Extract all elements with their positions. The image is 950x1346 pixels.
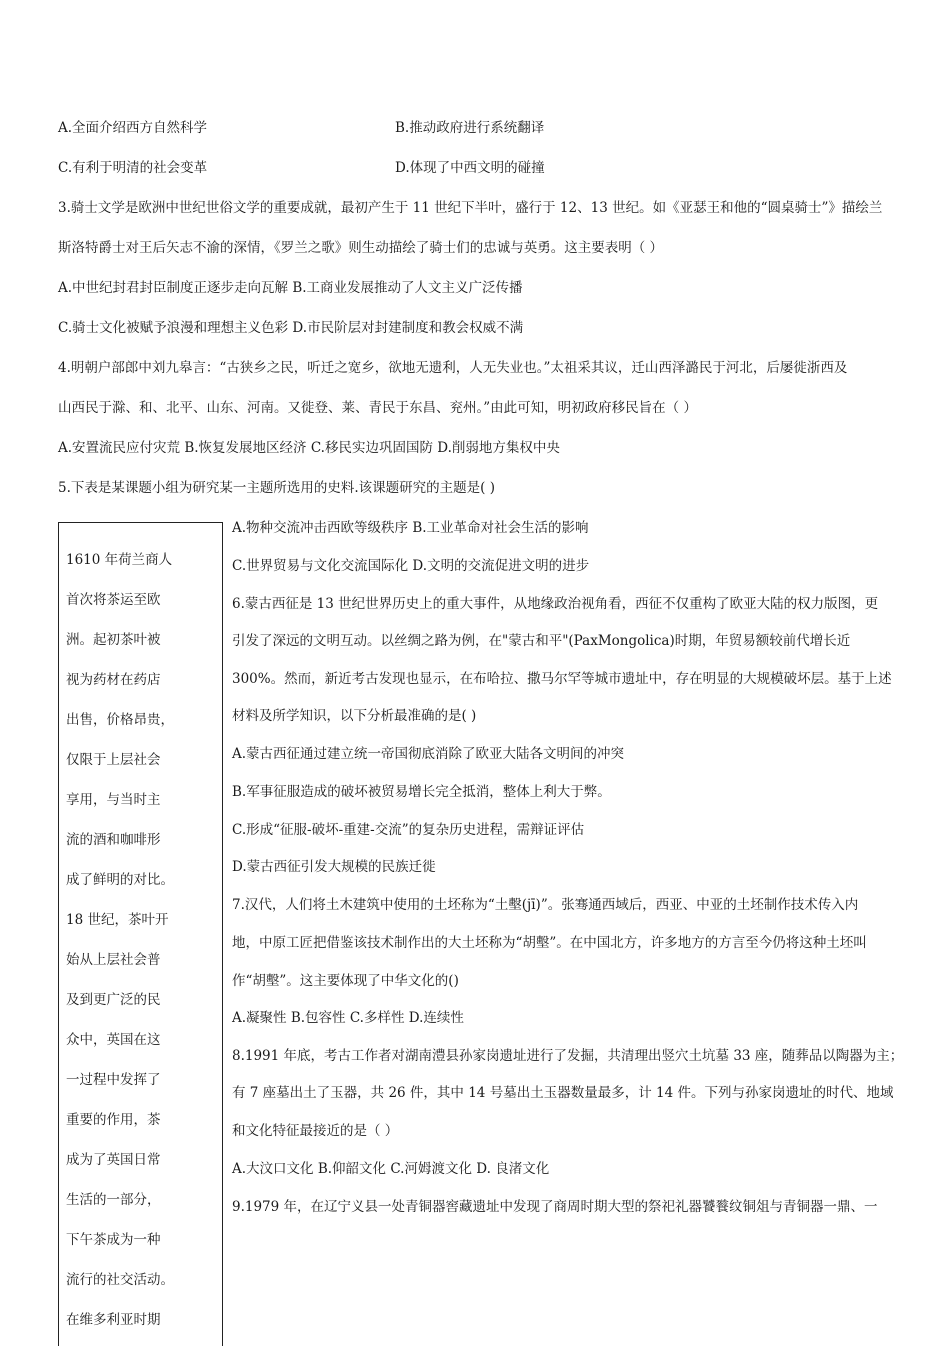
q4-options: A.安置流民应付灾荒 B.恢复发展地区经济 C.移民实边巩固国防 D.削弱地方集权中央: [58, 440, 560, 456]
q3-options-cd: C.骑士文化被赋予浪漫和理想主义色彩 D.市民阶层对封建制度和教会权威不满: [58, 320, 524, 336]
q6-stem-line-3: 300%。然而，新近考古发现也显示，在布哈拉、撒马尔罕等城市遗址中，存在明显的大规模破坏层。基于上述: [232, 671, 892, 687]
q5-options-cd: C.世界贸易与文化交流国际化 D.文明的交流促进文明的进步: [232, 558, 590, 574]
q3-stem-line-1: 3.骑士文学是欧洲中世纪世俗文学的重要成就，最初产生于 11 世纪下半叶，盛行于 12、13 世纪。如《亚瑟王和他的“圆桌骑士”》描绘兰: [58, 200, 883, 216]
q5-table-line: 流行的社交活动。: [66, 1272, 174, 1288]
q6-option-b: B.军事征服造成的破坏被贸易增长完全抵消，整体上利大于弊。: [232, 784, 611, 800]
q8-options: A.大汶口文化 B.仰韶文化 C.河姆渡文化 D. 良渚文化: [232, 1161, 550, 1177]
q8-stem-line-2: 有 7 座墓出土了玉器，共 26 件，其中 14 号墓出土玉器数量最多，计 14 件。下列与孙家岗遗址的时代、地域: [232, 1085, 894, 1101]
q5-table-line: 成为了英国日常: [66, 1152, 161, 1168]
q6-option-d: D.蒙古西征引发大规模的民族迁徙: [232, 859, 436, 875]
q5-table-line: 仅限于上层社会: [66, 752, 161, 768]
q5-options-ab: A.物种交流冲击西欧等级秩序 B.工业革命对社会生活的影响: [232, 520, 589, 536]
q5-table-line: 一过程中发挥了: [66, 1072, 161, 1088]
q2-option-a: A.全面介绍西方自然科学: [58, 120, 208, 136]
q6-stem-line-1: 6.蒙古西征是 13 世纪世界历史上的重大事件，从地缘政治视角看，西征不仅重构了欧亚大陆的权力版图，更: [232, 596, 879, 612]
q5-table-line: 生活的一部分，: [66, 1192, 161, 1208]
q6-stem-line-4: 材料及所学知识，以下分析最准确的是( ): [232, 708, 477, 724]
q2-option-b: B.推动政府进行系统翻译: [395, 120, 545, 136]
q5-table-line: 1610 年荷兰商人: [66, 552, 173, 568]
q3-options-ab: A.中世纪封君封臣制度正逐步走向瓦解 B.工商业发展推动了人文主义广泛传播: [58, 280, 523, 296]
q5-table-line: 18 世纪，茶叶开: [66, 912, 169, 928]
q5-table-line: 始从上层社会普: [66, 952, 161, 968]
q5-table-line: 成了鲜明的对比。: [66, 872, 174, 888]
q7-stem-line-3: 作“胡墼”。这主要体现了中华文化的(): [232, 973, 459, 989]
q5-table-line: 首次将茶运至欧: [66, 592, 161, 608]
q7-stem-line-1: 7.汉代，人们将土木建筑中使用的土坯称为“土墼(jī)”。张骞通西域后，西亚、中亚的土坯制作技术传入内: [232, 897, 859, 913]
q5-table-line: 在维多利亚时期: [66, 1312, 161, 1328]
q2-option-c: C.有利于明清的社会变革: [58, 160, 208, 176]
q4-stem-line-1: 4.明朝户部郎中刘九皋言：“古狭乡之民，听迁之宽乡，欲地无遗利，人无失业也。”太祖采其议，迁山西泽潞民于河北，后屡徙浙西及: [58, 360, 848, 376]
q3-stem-line-2: 斯洛特爵士对王后矢志不渝的深情，《罗兰之歌》则生动描绘了骑士们的忠诚与英勇。这主要表明（ ）: [58, 240, 664, 256]
q6-stem-line-2: 引发了深远的文明互动。以丝绸之路为例，在"蒙古和平"(PaxMongolica)时期，年贸易额较前代增长近: [232, 633, 851, 649]
q5-table-line: 下午茶成为一种: [66, 1232, 161, 1248]
q5-table-line: 洲。起初茶叶被: [66, 632, 161, 648]
q5-table-line: 及到更广泛的民: [66, 992, 161, 1008]
q5-stem: 5.下表是某课题小组为研究某一主题所选用的史料.该课题研究的主题是( ): [58, 480, 495, 496]
q6-option-c: C.形成“征服-破坏-重建-交流”的复杂历史进程，需辩证评估: [232, 822, 585, 838]
q5-table-line: 众中，英国在这: [66, 1032, 161, 1048]
q6-option-a: A.蒙古西征通过建立统一帝国彻底消除了欧亚大陆各文明间的冲突: [232, 746, 625, 762]
q7-options: A.凝聚性 B.包容性 C.多样性 D.连续性: [232, 1010, 464, 1026]
q5-table-line: 出售，价格昂贵，: [66, 712, 174, 728]
q9-stem-line-1: 9.1979 年，在辽宁义县一处青铜器窖藏遗址中发现了商周时期大型的祭祀礼器饕餮纹铜俎与青铜器一鼎、一: [232, 1199, 878, 1215]
q4-stem-line-2: 山西民于滁、和、北平、山东、河南。又徙登、莱、青民于东昌、兖州。”由此可知，明初政府移民旨在（ ）: [58, 400, 697, 416]
q7-stem-line-2: 地，中原工匠把借鉴该技术制作出的大土坯称为“胡墼”。在中国北方，许多地方的方言至今仍将这种土坯叫: [232, 935, 867, 951]
q8-stem-line-1: 8.1991 年底，考古工作者对湖南澧县孙家岗遗址进行了发掘，共清理出竖穴土坑墓 33 座，随葬品以陶器为主；: [232, 1048, 904, 1064]
q5-table-line: 视为药材在药店: [66, 672, 161, 688]
q8-stem-line-3: 和文化特征最接近的是（ ）: [232, 1123, 399, 1139]
q5-table-line: 重要的作用，茶: [66, 1112, 161, 1128]
q5-table-line: 流的酒和咖啡形: [66, 832, 161, 848]
q5-table-line: 享用，与当时主: [66, 792, 161, 808]
q2-option-d: D.体现了中西文明的碰撞: [395, 160, 545, 176]
q5-source-table: [58, 522, 223, 1346]
